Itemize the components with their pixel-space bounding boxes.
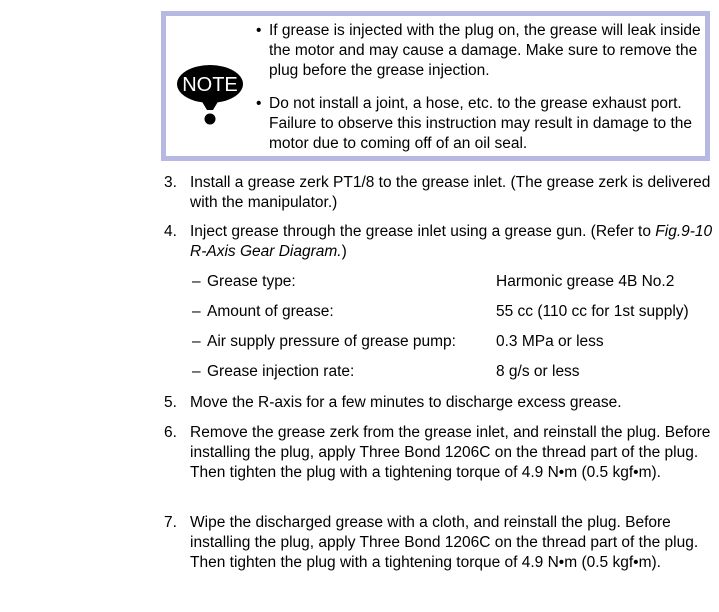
step-text-tail: ) — [341, 243, 347, 260]
note-box — [161, 11, 710, 161]
spec-value: 55 cc (110 cc for 1st supply) — [496, 303, 689, 320]
spec-label: Grease type: — [207, 273, 296, 290]
step-text — [190, 222, 715, 262]
step-3 — [160, 173, 715, 213]
step-text: Install a grease zerk PT1/8 to the grease inlet. (The grease zerk is delivered with the manipulator.) — [190, 174, 711, 211]
step-text-lead: Inject grease through the grease inlet using a grease gun. (Refer to — [190, 223, 656, 240]
spec-label: Amount of grease: — [207, 303, 334, 320]
step-text: Move the R-axis for a few minutes to discharge excess grease. — [190, 394, 622, 411]
step-text: Wipe the discharged grease with a cloth, and reinstall the plug. Before installing the plug, apply Three Bond 1206C on the thread part of the plug. Then tighten the plug with a tightening torque of 4.9 N•m (0.5 kgf•m). — [190, 514, 699, 571]
spec-row-air-pressure — [190, 332, 715, 352]
spec-dash: – — [192, 273, 201, 290]
spec-value: Harmonic grease 4B No.2 — [496, 273, 675, 290]
step-6 — [160, 423, 715, 483]
spec-dash: – — [192, 333, 201, 350]
step-7 — [160, 513, 715, 573]
step-number: 7. — [164, 514, 177, 531]
spec-row-injection-rate — [190, 362, 715, 382]
spec-label: Grease injection rate: — [207, 363, 355, 380]
spec-label: Air supply pressure of grease pump: — [207, 333, 456, 350]
note-bullet-plug — [256, 21, 706, 81]
note-bullet-exhaust-port — [256, 94, 706, 154]
step-number: 4. — [164, 223, 177, 240]
note-icon — [175, 64, 245, 134]
step-text: Remove the grease zerk from the grease inlet, and reinstall the plug. Before installing the plug, apply Three Bond 1206C on the thread part of the plug. Then tighten the plug with a tightening torque of 4.9 N•m (0.5 kgf•m). — [190, 424, 711, 481]
step-number: 6. — [164, 424, 177, 441]
note-bullet-text: If grease is injected with the plug on, the grease will leak inside the motor and may cause a damage. Make sure to remove the plug before the grease injection. — [269, 22, 701, 79]
step-4 — [160, 222, 715, 262]
step-5 — [160, 393, 715, 413]
bullet-dot: • — [256, 95, 262, 112]
figure-reference-link[interactable]: Fig.9-10 R-Axis Gear Diagram. — [190, 223, 713, 260]
note-bullet-text: Do not install a joint, a hose, etc. to the grease exhaust port. Failure to observe this instruction may result in damage to the motor due to coming off of an oil seal. — [269, 95, 693, 152]
spec-row-grease-type — [190, 272, 715, 292]
spec-dash: – — [192, 303, 201, 320]
step-number: 5. — [164, 394, 177, 411]
note-icon-label: NOTE — [182, 74, 238, 96]
step-number: 3. — [164, 174, 177, 191]
spec-row-amount — [190, 302, 715, 322]
spec-dash: – — [192, 363, 201, 380]
bullet-dot: • — [256, 22, 262, 39]
spec-value: 8 g/s or less — [496, 363, 580, 380]
spec-value: 0.3 MPa or less — [496, 333, 604, 350]
